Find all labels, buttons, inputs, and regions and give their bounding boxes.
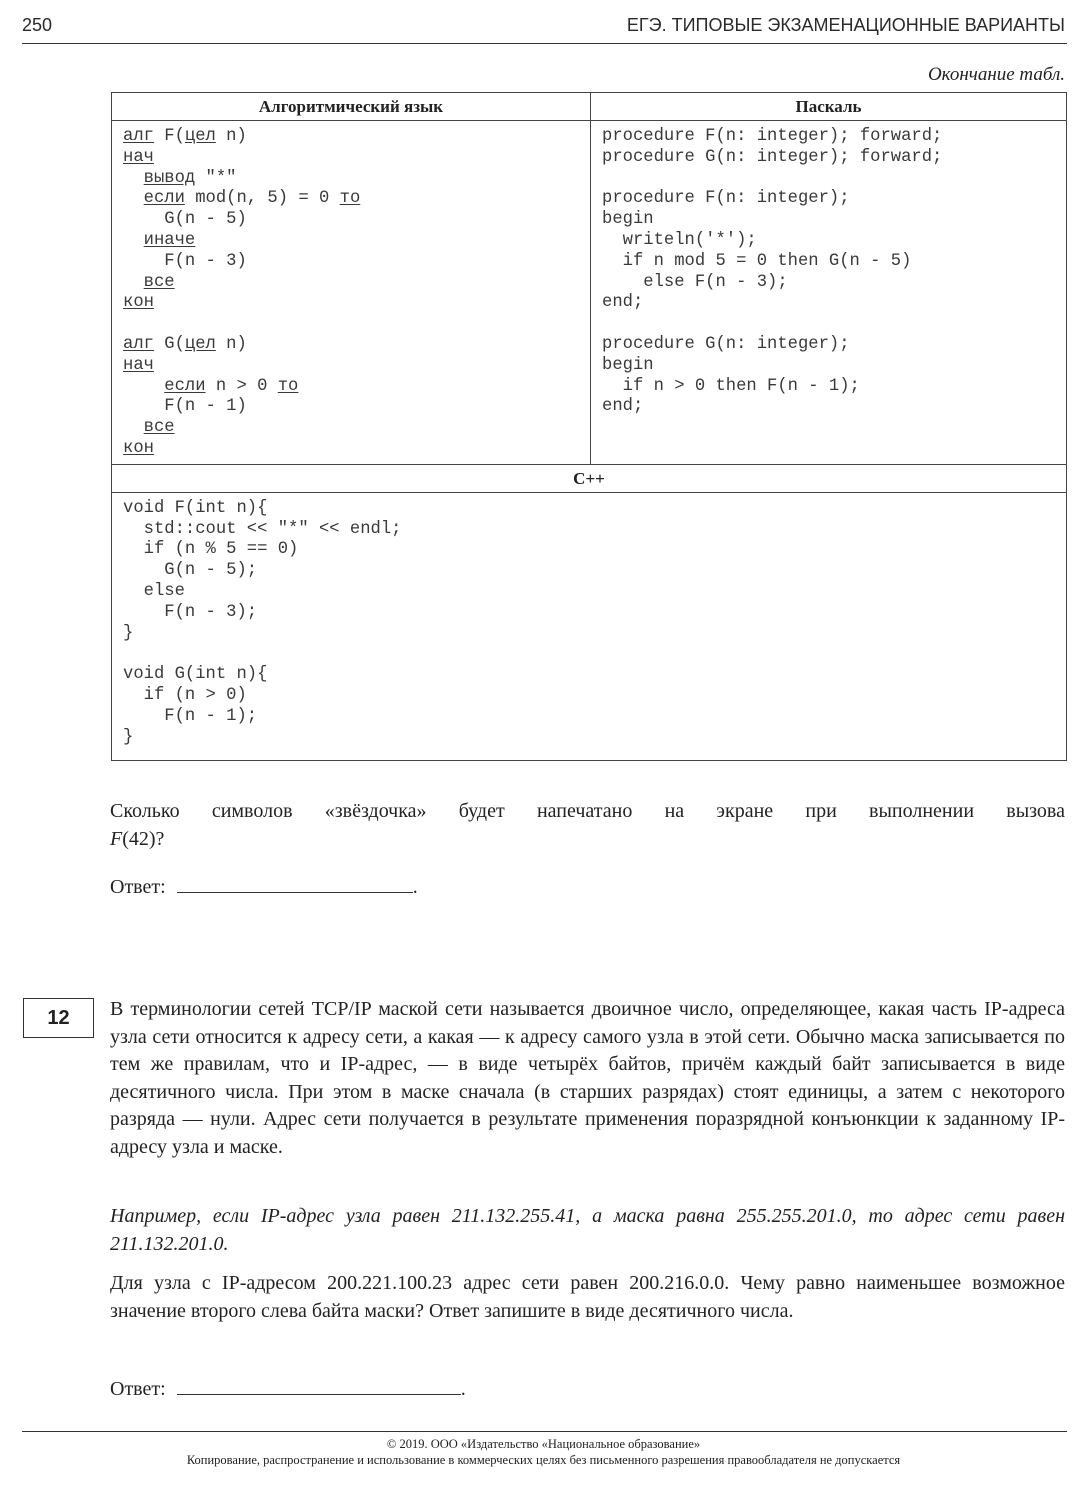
algo-code: алг F(цел n) нач вывод "*" если mod(n, 5) = 0 то G(n - 5) иначе F(n - 3) все кон алг G(цел n) нач если n > 0 то F(n - 1) все кон [123,127,361,458]
page-number: 250 [22,15,53,35]
algo-code-cell [112,121,591,465]
task11-answer-row [110,874,418,899]
task11-answer-label: Ответ: [110,876,166,898]
task11-answer-field[interactable] [177,874,413,893]
footer-copyright: © 2019. ООО «Издательство «Национальное образование» [386,1437,701,1451]
task12-paragraph: В терминологии сетей TCP/IP маской сети называется двоичное число, определяющее, какая часть IP-адреса узла сети относится к адресу сети, а какая — к адресу самого узла в этой сети. Обычно маска записывается по тем же правилам, что и IP-адрес, — в виде четырёх байтов, причём каждый байт записывается в виде десятичного числа. При этом в маске сначала (в старших разрядах) стоят единицы, а затем с некоторого разряда — нули. Адрес сети получается в результате применения поразрядной конъюнкции к заданному IP-адресу узла и маске. [110,998,1065,1158]
task12-answer-row [110,1376,466,1401]
pascal-code: procedure F(n: integer); forward; procedure G(n: integer); forward; procedure F(n: integer); begin writeln('*'); if n mod 5 = 0 then G(n - 5) else F(n - 3); end; procedure G(n: integer); begin if n > 0 then F(n - 1); end; [602,127,943,417]
task11-question [110,797,1065,853]
task12-question: Для узла с IP-адресом 200.221.100.23 адрес сети равен 200.216.0.0. Чему равно наименьшее возможное значение второго слева байта маски? Ответ запишите в виде десятичного числа. [110,1272,1065,1322]
task12-number-box: 12 [23,998,94,1038]
pascal-header: Паскаль [591,93,1067,121]
code-table [111,92,1067,761]
task12-answer-end: . [460,1378,466,1400]
task11-question-line2 [110,825,1065,853]
cpp-code-cell [112,492,1067,760]
task12-answer-label: Ответ: [110,1378,166,1400]
footer-notice: Копирование, распространение и использование в коммерческих целях без письменного разрешения правообладателя не допускается [186,1453,901,1467]
task12-answer-field[interactable] [177,1376,461,1395]
header-rule [22,43,1067,44]
task11-call-name: F [110,828,123,850]
table-continuation-label: Окончание табл. [927,64,1065,85]
task11-answer-end: . [412,876,418,898]
footer-rule [22,1431,1067,1432]
pascal-code-cell [591,121,1067,465]
cpp-code: void F(int n){ std::cout << "*" << endl; if (n % 5 == 0) G(n - 5); else F(n - 3); } void G(int n){ if (n > 0) F(n - 1); } [123,498,402,747]
algo-header: Алгоритмический язык [112,93,591,121]
task12-example: Например, если IP-адрес узла равен 211.132.255.41, а маска равна 255.255.201.0, то адрес сети равен 211.132.201.0. [110,1205,1065,1255]
book-title: ЕГЭ. ТИПОВЫЕ ЭКЗАМЕНАЦИОННЫЕ ВАРИАНТЫ [626,15,1065,35]
cpp-header: C++ [112,464,1067,492]
task11-question-line1: Сколько символов «звёздочка» будет напечатано на экране при выполнении вызова [110,800,1065,822]
task11-call-args: (42)? [122,828,165,850]
